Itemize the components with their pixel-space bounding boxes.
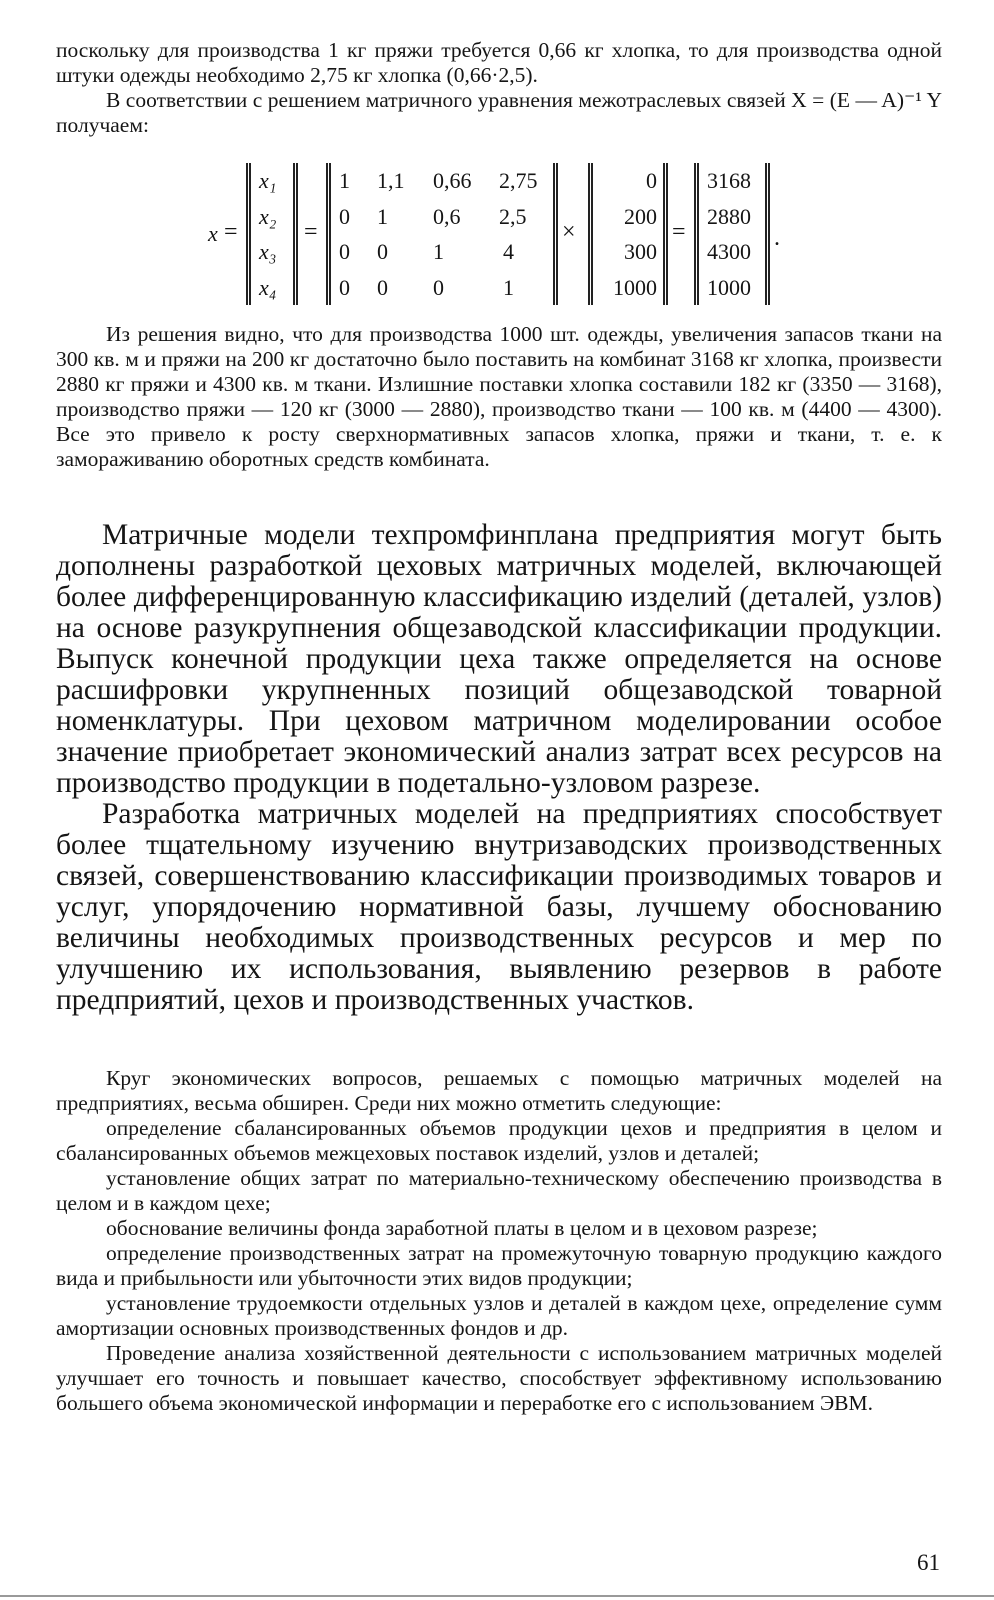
bottom-text <box>56 1066 942 1416</box>
matrix-cell: 2,5 <box>499 203 527 229</box>
result-vector-entry: 1000 <box>707 274 751 300</box>
matrix-row <box>331 163 553 199</box>
matrix-cell: 4 <box>503 239 514 264</box>
paragraph-matrix-models: Матричные модели техпромфинплана предприятия могут быть дополнены разработкой цеховых матричных моделей, включающей более дифференцированную классификацию изделий (деталей, узлов) на основе разукрупнения общезаводской классификации продукции. Выпуск конечной продукции цеха также определяется на основе расшифровки укрупненных позиций общезаводской товарной номенклатуры. При цеховом матричном моделировании особое значение приобретает экономический анализ затрат всех ресурсов на производство продукции в подетально-узловом разрезе. <box>56 519 942 799</box>
y-vector-entry: 0 <box>646 168 657 193</box>
list-item: определение производственных затрат на промежуточную товарную продукцию каждого вида и прибыльности или убыточности этих видов продукции; <box>56 1241 942 1290</box>
matrix-cell: 0,66 <box>433 168 472 193</box>
times-sign: × <box>562 219 576 245</box>
paragraph-development: Разработка матричных моделей на предприятиях способствует более тщательному изучению внутризаводских производственных связей, совершенствованию классификации производимых товаров и услуг, упорядочению нормативной базы, лучшему обоснованию величины необходимых производственных ресурсов и мер по улучшению их использования, выявлению резервов в работе предприятий, цехов и производственных участков. <box>56 798 942 1016</box>
x-vector-entry: x₄ <box>259 274 277 300</box>
matrix-cell: 1,1 <box>377 168 405 193</box>
matrix-cell: 2,75 <box>499 168 538 193</box>
equals-sign-2: = <box>304 219 318 245</box>
page-number: 61 <box>917 1550 940 1575</box>
matrix-cell: 0,6 <box>433 203 461 229</box>
paragraph-matrix-intro: В соответствии с решением матричного уравнения межотраслевых связей X = (E — A)⁻¹ Y получаем: <box>56 88 942 137</box>
x-vector-entry: x₁ <box>259 168 277 193</box>
equation-end-period: . <box>774 225 780 251</box>
result-vector-entry: 4300 <box>707 239 751 264</box>
top-text <box>56 38 942 138</box>
y-vector-entry: 200 <box>624 203 657 229</box>
main-text <box>56 520 942 1016</box>
equals-sign-3: = <box>672 219 686 245</box>
matrix-row <box>331 234 553 270</box>
x-vector <box>246 163 298 305</box>
matrix-cell: 0 <box>339 203 350 229</box>
result-vector <box>694 163 770 305</box>
matrix-cell: 1 <box>339 168 350 193</box>
matrix-cell: 0 <box>377 274 388 300</box>
matrix-row <box>331 270 553 306</box>
y-vector-entry: 300 <box>624 239 657 264</box>
list-item: определение сбалансированных объемов продукции цехов и предприятия в целом и сбалансированных объемов межцеховых поставок изделий, узлов и деталей; <box>56 1116 942 1165</box>
inverse-matrix <box>326 163 558 305</box>
matrix-cell: 1 <box>503 274 514 300</box>
matrix-equation <box>208 163 808 305</box>
matrix-cell: 0 <box>377 239 388 264</box>
result-vector-entry: 2880 <box>707 203 751 229</box>
page-bottom-edge <box>0 1595 994 1597</box>
matrix-cell: 0 <box>339 274 350 300</box>
paragraph-solution: Из решения видно, что для производства 1000 шт. одежды, увеличения запасов ткани на 300 кв. м и пряжи на 200 кг достаточно было поставить на комбинат 3168 кг хлопка, произвести 2880 кг пряжи и 4300 кв. м ткани. Излишние поставки хлопка составили 182 кг (3350 — 3168), производство пряжи — 120 кг (3000 — 2880), производство ткани — 100 кв. м (4400 — 4300). Все это привело к росту сверхнормативных запасов хлопка, пряжи и ткани, т. е. к замораживанию оборотных средств комбината. <box>56 322 942 471</box>
x-vector-entry: x₂ <box>259 203 277 229</box>
equals-sign-1: = <box>224 219 238 245</box>
y-vector-entry: 1000 <box>613 274 657 300</box>
matrix-row <box>331 199 553 235</box>
list-item: обоснование величины фонда заработной платы в целом и в цеховом разрезе; <box>106 1216 818 1240</box>
list-item: установление общих затрат по материально-техническому обеспечению производства в целом и в каждом цехе; <box>56 1166 942 1215</box>
paragraph-analysis: Проведение анализа хозяйственной деятельности с использованием матричных моделей улучшает его точность и повышает качество, способствует эффективному использованию большего объема экономической информации и переработке его с использованием ЭВМ. <box>56 1341 942 1415</box>
result-vector-entry: 3168 <box>707 168 751 193</box>
paragraph-continuation: поскольку для производства 1 кг пряжи требуется 0,66 кг хлопка, то для производства одной штуки одежды необходимо 2,75 кг хлопка (0,66·2,5). <box>56 38 942 87</box>
equation-lhs: x <box>208 221 218 246</box>
matrix-cell: 1 <box>377 203 388 229</box>
matrix-cell: 1 <box>433 239 444 264</box>
paragraph-questions-intro: Круг экономических вопросов, решаемых с помощью матричных моделей на предприятиях, весьма обширен. Среди них можно отметить следующие: <box>56 1066 942 1115</box>
x-vector-entry: x₃ <box>259 239 277 264</box>
list-item: установление трудоемкости отдельных узлов и деталей в каждом цехе, определение сумм амортизации основных производственных фондов и др. <box>56 1291 942 1340</box>
solution-text <box>56 322 942 472</box>
y-vector <box>588 163 668 305</box>
matrix-cell: 0 <box>339 239 350 264</box>
matrix-cell: 0 <box>433 274 444 300</box>
